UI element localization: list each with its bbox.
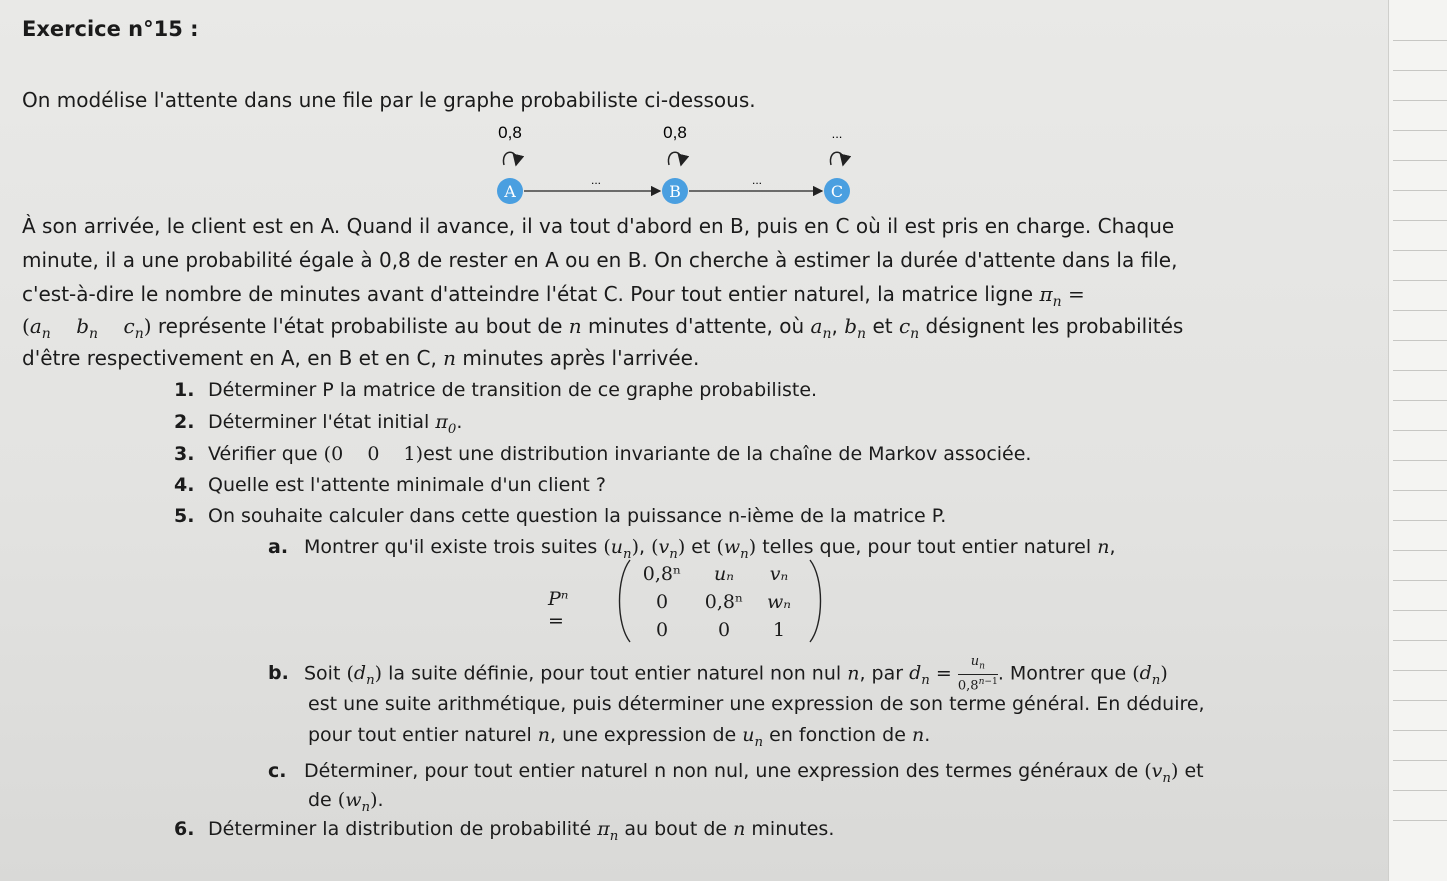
loop-arrow-c [830,152,843,165]
matrix-lhs: Pⁿ = [548,588,569,632]
matrix-cell-22: 1 [772,619,786,641]
matrix-cell-00: 0,8ⁿ [642,563,682,585]
matrix-cell-10: 0 [655,591,669,613]
question-1: 1. Déterminer P la matrice de transition de ce graphe probabiliste. [174,379,818,401]
intro-text: On modélise l'attente dans une file par le graphe probabiliste ci-dessous. [22,88,756,112]
paragraph-line-5: d'être respectivement en A, en B et en C, n minutes après l'arrivée. [22,346,700,370]
loop-label-c: ... [831,126,843,141]
loop-label-a: 0,8 [498,123,522,142]
matrix-cell-02: vₙ [769,563,789,585]
paragraph-line-3: c'est-à-dire le nombre de minutes avant d'atteindre l'état C. Pour tout entier naturel, la matrice ligne $\pi_n$ = [22,282,1085,310]
paragraph-line-4: ($a_n$ $b_n$ $c_n$) représente l'état probabiliste au bout de n minutes d'attente, où $a_n$, $b_n$ et $c_n$ désignent les probabilités [22,314,1184,342]
paragraph-line-1: À son arrivée, le client est en A. Quand il avance, il va tout d'abord en B, puis en C où il est pris en charge. Chaque [22,214,1175,238]
matrix-cell-12: wₙ [767,591,791,613]
question-5: 5. On souhaite calculer dans cette question la puissance n-ième de la matrice P. [174,505,947,527]
question-3: 3. Vérifier que (0 0 1)est une distribution invariante de la chaîne de Markov associée. [174,443,1032,465]
edge-label-bc: ... [751,173,763,187]
question-5a: a. Montrer qu'il existe trois suites $(u_n)$, $(v_n)$ et $(w_n)$ telles que, pour tout entier naturel n, [268,536,1116,562]
question-5c: c. Déterminer, pour tout entier naturel n non nul, une expression des termes généraux de $(v_n)$ et [268,760,1204,786]
matrix-cell-11: 0,8ⁿ [704,591,744,613]
node-b-label: B [669,182,681,201]
question-5c-line-2: de $(w_n)$. [308,789,384,815]
loop-label-b: 0,8 [663,123,687,142]
question-5b-line-3: pour tout entier naturel n, une expression de $u_n$ en fonction de n. [308,724,931,750]
matrix-right-paren [806,558,826,644]
question-4: 4. Quelle est l'attente minimale d'un client ? [174,474,606,496]
node-a-label: A [504,182,516,201]
node-c-label: C [830,182,844,201]
exercise-title: Exercice n°15 : [22,17,199,41]
matrix-cell-21: 0 [717,619,731,641]
paragraph-line-2: minute, il a une probabilité égale à 0,8 de rester en A ou en B. On cherche à estimer la durée d'attente dans la file, [22,248,1178,272]
loop-arrow-b [668,152,681,165]
question-6: 6. Déterminer la distribution de probabilité $\pi_n$ au bout de n minutes. [174,818,835,844]
question-5b: b. Soit $(d_n)$ la suite définie, pour tout entier naturel non nul n, par $d_n$ = $\frac{u_n}{0,8^{n-1}}$ . Montrer que $(d_n)$ [268,654,1168,693]
question-2: 2. Déterminer l'état initial $\pi_0$. [174,411,463,437]
loop-arrow-a [503,152,516,165]
matrix-cell-01: uₙ [714,563,734,585]
matrix-cell-20: 0 [655,619,669,641]
notebook-edge [1388,0,1447,881]
question-5b-line-2: est une suite arithmétique, puis déterminer une expression de son terme général. En déduire, [308,693,1205,715]
probabilistic-graph [480,118,880,208]
edge-label-ab: ... [590,173,602,187]
